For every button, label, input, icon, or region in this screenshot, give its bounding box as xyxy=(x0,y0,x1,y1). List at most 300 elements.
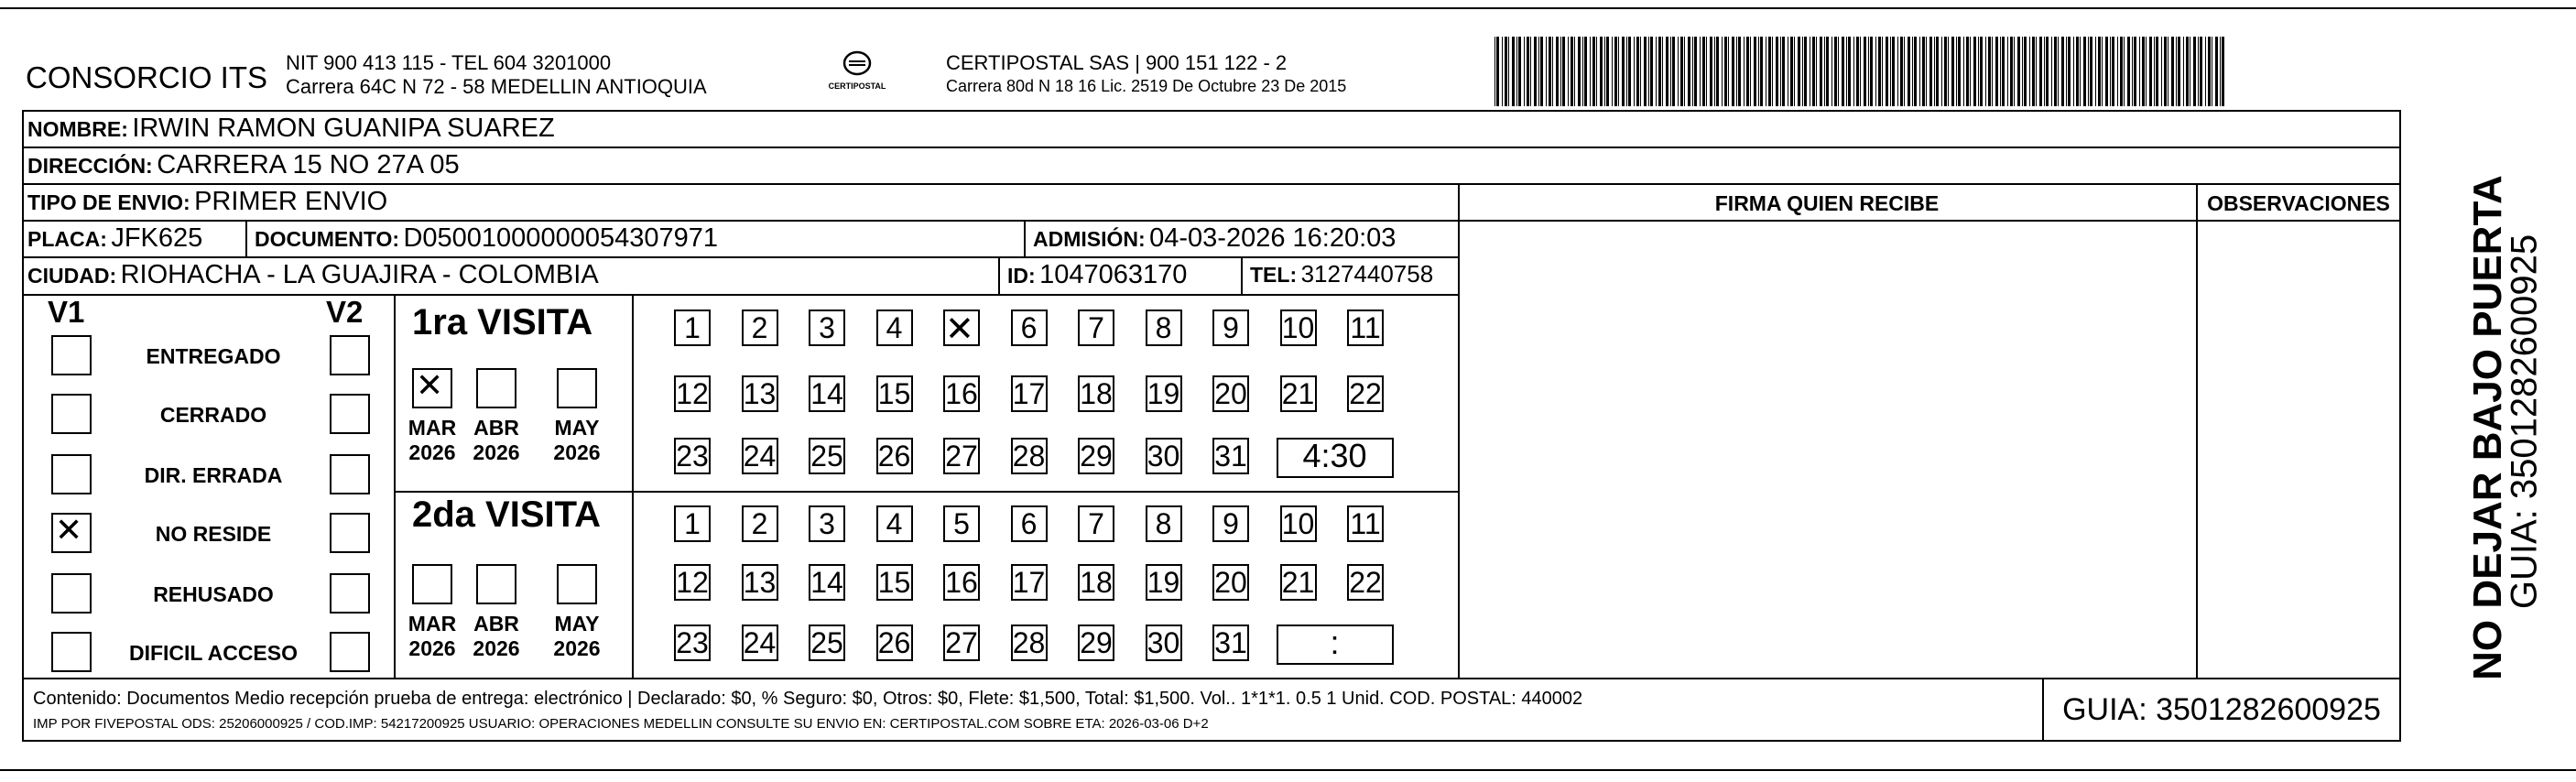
plate-divider xyxy=(245,220,247,256)
barcode-bar xyxy=(1648,37,1649,106)
barcode-bar xyxy=(2222,37,2224,106)
barcode-bar xyxy=(1582,37,1583,106)
visit1-day-box[interactable]: 26 xyxy=(876,438,913,474)
barcode-bar xyxy=(2029,37,2030,106)
visit1-time-box[interactable]: 4:30 xyxy=(1277,438,1394,478)
barcode-bar xyxy=(2000,37,2001,106)
barcode-bar xyxy=(2061,37,2064,106)
visit1-day-box[interactable]: 8 xyxy=(1146,310,1182,346)
barcode-bar xyxy=(1728,37,1729,106)
visit2-day-box[interactable]: 18 xyxy=(1078,564,1114,601)
visit1-day-box[interactable]: 2 xyxy=(742,310,778,346)
barcode-bar xyxy=(2058,37,2059,106)
observations-area[interactable] xyxy=(2199,222,2398,676)
barcode-bar xyxy=(1516,37,1517,106)
barcode-bar xyxy=(1919,37,1920,106)
barcode-bar xyxy=(1530,37,1531,106)
visit1-title: 1ra VISITA xyxy=(412,302,593,342)
visit1-day-box[interactable]: 6 xyxy=(1011,310,1048,346)
barcode-bar xyxy=(1502,37,1503,106)
v2-checkbox[interactable] xyxy=(330,513,370,553)
status-option-label: CERRADO xyxy=(159,403,267,427)
visit2-day-box[interactable]: 23 xyxy=(674,625,711,661)
barcode-bar xyxy=(1710,37,1712,106)
side-notice: NO DEJAR BAJO PUERTA xyxy=(2465,175,2510,680)
document-label: DOCUMENTO: xyxy=(255,227,400,251)
visit2-day-box[interactable]: 29 xyxy=(1078,625,1114,661)
address-label: DIRECCIÓN: xyxy=(27,154,153,178)
barcode-bar xyxy=(1571,37,1573,106)
barcode-bar xyxy=(1680,37,1683,106)
barcode-bar xyxy=(2161,37,2162,106)
barcode-bar xyxy=(1656,37,1657,106)
barcode-bar xyxy=(1798,37,1800,106)
visit2-day-box[interactable]: 27 xyxy=(943,625,980,661)
barcode-bar xyxy=(2076,37,2079,106)
row-line-1 xyxy=(22,147,2401,148)
visit2-day-box[interactable]: 31 xyxy=(1212,625,1249,661)
barcode-bar xyxy=(1776,37,1778,106)
visit1-day-box[interactable]: 25 xyxy=(809,438,845,474)
v1-label: V1 xyxy=(48,295,85,329)
visit2-day-box[interactable]: 25 xyxy=(809,625,845,661)
visit1-day-box[interactable]: 13 xyxy=(742,375,778,412)
barcode-bar xyxy=(1636,37,1639,106)
visit1-day-box[interactable]: 21 xyxy=(1280,375,1317,412)
visit2-day-box[interactable]: 30 xyxy=(1146,625,1182,661)
barcode-bar xyxy=(2036,37,2037,106)
visit1-day-box[interactable]: 28 xyxy=(1011,438,1048,474)
side-panel xyxy=(2410,110,2566,742)
barcode-bar xyxy=(2068,37,2071,106)
barcode-bar xyxy=(2164,37,2167,106)
barcode-bar xyxy=(2156,37,2158,106)
row-line-2 xyxy=(22,183,2401,185)
v1-checkbox[interactable] xyxy=(51,335,92,375)
barcode-bar xyxy=(1794,37,1795,106)
visit2-day-box[interactable]: 12 xyxy=(674,564,711,601)
barcode-bar xyxy=(1856,37,1859,106)
status-option-label: NO RESIDE xyxy=(155,522,272,546)
barcode-bar xyxy=(1518,37,1521,106)
visit2-time-box[interactable]: : xyxy=(1277,625,1394,665)
barcode-bar xyxy=(1941,37,1942,106)
barcode-bar xyxy=(1618,37,1619,106)
barcode-bar xyxy=(2044,37,2045,106)
visit1-day-box[interactable]: 14 xyxy=(809,375,845,412)
check-mark-icon: ✕ xyxy=(945,309,974,349)
barcode-bar xyxy=(2083,37,2086,106)
visit1-day-box[interactable]: 18 xyxy=(1078,375,1114,412)
barcode-bar xyxy=(2007,37,2008,106)
barcode-bar xyxy=(1527,37,1529,106)
barcode-bar xyxy=(1926,37,1927,106)
barcode-bar xyxy=(1640,37,1641,106)
plate-cell xyxy=(27,223,202,254)
carrier-address: Carrera 80d N 18 16 Lic. 2519 De Octubre 23 De 2015 xyxy=(946,77,1347,95)
barcode-bar xyxy=(1966,37,1969,106)
visit1-month-label xyxy=(545,416,609,465)
barcode-bar xyxy=(1868,37,1869,106)
visit2-day-box[interactable]: 1 xyxy=(674,505,711,542)
barcode-bar xyxy=(1995,37,1998,106)
barcode-bar xyxy=(1606,37,1609,106)
id-cell xyxy=(1007,260,1187,290)
name-row xyxy=(27,114,555,144)
barcode-bar xyxy=(2090,37,2092,106)
month-name: MAY xyxy=(554,612,600,635)
barcode-bar xyxy=(2132,37,2133,106)
v1-checkbox[interactable] xyxy=(51,394,92,434)
barcode-bar xyxy=(1754,37,1756,106)
visit2-title: 2da VISITA xyxy=(412,494,601,535)
certipostal-logo-icon xyxy=(842,49,873,77)
barcode-bar xyxy=(1824,37,1825,106)
status-option-label: ENTREGADO xyxy=(146,344,281,368)
month-name: MAR xyxy=(408,612,457,635)
visit1-day-box[interactable]: 16 xyxy=(943,375,980,412)
barcode-bar xyxy=(1768,37,1771,106)
barcode-bar xyxy=(1934,37,1935,106)
barcode-bar xyxy=(1970,37,1971,106)
barcode-bar xyxy=(2080,37,2081,106)
plate-value: JFK625 xyxy=(111,223,203,253)
signature-area[interactable] xyxy=(1461,222,2193,676)
barcode-bar xyxy=(2010,37,2013,106)
visit2-day-box[interactable]: 26 xyxy=(876,625,913,661)
visit2-day-box[interactable]: 14 xyxy=(809,564,845,601)
barcode-bar xyxy=(1662,37,1663,106)
barcode-bar xyxy=(1758,37,1759,106)
barcode-bar xyxy=(1826,37,1829,106)
barcode-bar xyxy=(1672,37,1675,106)
v2-checkbox[interactable] xyxy=(330,632,370,672)
barcode-bar xyxy=(1574,37,1575,106)
barcode-bar xyxy=(2205,37,2206,106)
barcode-bar xyxy=(2054,37,2057,106)
visit2-month-checkbox[interactable] xyxy=(557,564,597,604)
month-year: 2026 xyxy=(473,440,520,464)
barcode-bar xyxy=(1724,37,1727,106)
address-value: CARRERA 15 NO 27A 05 xyxy=(157,150,460,179)
barcode-bar xyxy=(1780,37,1781,106)
visit1-day-box[interactable]: 15 xyxy=(876,375,913,412)
barcode-bar xyxy=(1614,37,1617,106)
visit1-day-box[interactable]: 9 xyxy=(1212,310,1249,346)
visit1-month-checkbox[interactable] xyxy=(476,368,516,408)
visit1-day-box[interactable]: 7 xyxy=(1078,310,1114,346)
visit2-day-box[interactable]: 13 xyxy=(742,564,778,601)
barcode-bar xyxy=(1904,37,1905,106)
barcode-bar xyxy=(2066,37,2067,106)
visit2-day-box[interactable]: 3 xyxy=(809,505,845,542)
barcode-bar xyxy=(1746,37,1749,106)
barcode-bar xyxy=(1678,37,1679,106)
visit2-day-box[interactable]: 2 xyxy=(742,505,778,542)
barcode-bar xyxy=(1980,37,1983,106)
visit2-day-box[interactable]: 4 xyxy=(876,505,913,542)
barcode-bar xyxy=(2149,37,2152,106)
barcode-bar xyxy=(1900,37,1903,106)
barcode-bar xyxy=(1978,37,1979,106)
side-guia: GUIA: 3501282600925 xyxy=(2504,234,2545,610)
visit1-day-box[interactable]: 17 xyxy=(1011,375,1048,412)
barcode-bar xyxy=(1988,37,1991,106)
barcode-bar xyxy=(2146,37,2147,106)
barcode-bar xyxy=(1802,37,1803,106)
month-year: 2026 xyxy=(473,636,520,660)
visit1-day-box[interactable]: 1 xyxy=(674,310,711,346)
barcode-bar xyxy=(2171,37,2174,106)
barcode-bar xyxy=(2024,37,2027,106)
visit2-day-box[interactable]: 17 xyxy=(1011,564,1048,601)
company-address: Carrera 64C N 72 - 58 MEDELLIN ANTIOQUIA xyxy=(286,75,707,98)
v2-checkbox[interactable] xyxy=(330,394,370,434)
visit2-day-box[interactable]: 8 xyxy=(1146,505,1182,542)
visit2-month-label xyxy=(464,612,528,661)
barcode-bar xyxy=(1562,37,1565,106)
city-label: CIUDAD: xyxy=(27,264,117,288)
visit1-day-box[interactable]: 3 xyxy=(809,310,845,346)
barcode-bar xyxy=(1853,37,1854,106)
barcode-bar xyxy=(1556,37,1559,106)
id-label: ID: xyxy=(1007,264,1036,288)
barcode-bar xyxy=(1666,37,1668,106)
id-value: 1047063170 xyxy=(1039,260,1188,289)
month-year: 2026 xyxy=(408,636,456,660)
logo-text: CERTIPOSTAL xyxy=(828,81,886,91)
v2-checkbox[interactable] xyxy=(330,335,370,375)
barcode-bar xyxy=(1722,37,1723,106)
barcode-bar xyxy=(1584,37,1587,106)
barcode-bar xyxy=(1772,37,1773,106)
name-value: IRWIN RAMON GUANIPA SUAREZ xyxy=(132,114,555,143)
visit2-day-box[interactable]: 6 xyxy=(1011,505,1048,542)
type-value: PRIMER ENVIO xyxy=(194,187,388,216)
barcode-bar xyxy=(1816,37,1817,106)
barcode-bar xyxy=(1897,37,1898,106)
status-option-label: DIR. ERRADA xyxy=(144,463,283,487)
barcode-bar xyxy=(1804,37,1807,106)
barcode-bar xyxy=(2046,37,2049,106)
barcode-bar xyxy=(2176,37,2177,106)
barcode-bar xyxy=(2022,37,2023,106)
barcode-bar xyxy=(1568,37,1569,106)
barcode-bar xyxy=(1963,37,1964,106)
barcode-bar xyxy=(1958,37,1961,106)
visit1-day-box[interactable]: 20 xyxy=(1212,375,1249,412)
observations-divider xyxy=(2196,183,2198,678)
company-name: CONSORCIO ITS xyxy=(26,60,268,94)
visit2-day-box[interactable]: 5 xyxy=(943,505,980,542)
address-row xyxy=(27,150,460,180)
visit1-month-checkbox[interactable] xyxy=(557,368,597,408)
barcode-bar xyxy=(1732,37,1734,106)
footer-line xyxy=(22,678,2401,679)
visit2-month-label xyxy=(545,612,609,661)
visit2-day-box[interactable]: 28 xyxy=(1011,625,1048,661)
barcode-bar xyxy=(2220,37,2221,106)
barcode-bar xyxy=(1694,37,1697,106)
visit1-day-box[interactable]: 31 xyxy=(1212,438,1249,474)
barcode-bar xyxy=(1870,37,1873,106)
barcode-bar xyxy=(1714,37,1715,106)
barcode-bar xyxy=(1600,37,1603,106)
visit1-day-box[interactable]: 23 xyxy=(674,438,711,474)
barcode-bar xyxy=(1552,37,1553,106)
top-border xyxy=(0,7,2576,9)
barcode-bar xyxy=(1540,37,1543,106)
barcode-bar xyxy=(2051,37,2052,106)
visit1-day-box[interactable]: 10 xyxy=(1280,310,1317,346)
barcode-bar xyxy=(2200,37,2202,106)
barcode-bar xyxy=(2193,37,2196,106)
barcode-bar xyxy=(1892,37,1895,106)
visit1-day-box[interactable]: 29 xyxy=(1078,438,1114,474)
row-line-5 xyxy=(22,294,1458,296)
visit1-day-box[interactable]: 24 xyxy=(742,438,778,474)
barcode-bar xyxy=(1508,37,1509,106)
barcode-bar xyxy=(2120,37,2123,106)
admission-cell xyxy=(1033,223,1396,254)
month-year: 2026 xyxy=(553,440,601,464)
barcode-bar xyxy=(1700,37,1701,106)
barcode-bar xyxy=(2127,37,2130,106)
month-year: 2026 xyxy=(408,440,456,464)
observations-label: OBSERVACIONES xyxy=(2207,191,2390,215)
barcode-bar xyxy=(1848,37,1851,106)
barcode-bar xyxy=(1750,37,1751,106)
barcode-bar xyxy=(1914,37,1917,106)
barcode-bar xyxy=(2032,37,2035,106)
city-value: RIOHACHA - LA GUAJIRA - COLOMBIA xyxy=(120,260,599,289)
barcode-bar xyxy=(1929,37,1932,106)
visit2-month-label xyxy=(400,612,464,661)
barcode-bar xyxy=(1706,37,1707,106)
visit2-day-box[interactable]: 24 xyxy=(742,625,778,661)
status-option-label: DIFICIL ACCESO xyxy=(128,641,298,665)
barcode-bar xyxy=(1864,37,1866,106)
carrier-name: CERTIPOSTAL SAS | 900 151 122 - 2 xyxy=(946,51,1288,74)
signature-divider xyxy=(1458,183,1460,678)
barcode-bar xyxy=(1834,37,1837,106)
barcode-bar xyxy=(1820,37,1822,106)
status-divider xyxy=(394,294,396,678)
barcode-bar xyxy=(2178,37,2180,106)
barcode-bar xyxy=(1634,37,1635,106)
barcode-bar xyxy=(1658,37,1661,106)
nit-line: NIT 900 413 115 - TEL 604 3201000 xyxy=(286,51,612,74)
v1-checkbox[interactable] xyxy=(51,632,92,672)
check-mark-icon: ✕ xyxy=(416,367,444,405)
v1-checkbox[interactable] xyxy=(51,573,92,614)
barcode-bar xyxy=(1948,37,1949,106)
v1-checkbox[interactable] xyxy=(51,454,92,494)
barcode-bar xyxy=(1790,37,1793,106)
barcode-bar xyxy=(1878,37,1881,106)
type-label: TIPO DE ENVIO: xyxy=(27,190,190,214)
barcode-bar xyxy=(1590,37,1591,106)
barcode-bar xyxy=(2014,37,2015,106)
tel-cell xyxy=(1250,260,1433,288)
visit1-day-box[interactable]: 19 xyxy=(1146,375,1182,412)
barcode-bar xyxy=(2073,37,2074,106)
barcode-bar xyxy=(2017,37,2020,106)
barcode-bar xyxy=(1744,37,1745,106)
barcode-bar xyxy=(2105,37,2108,106)
v2-checkbox[interactable] xyxy=(330,454,370,494)
document-cell xyxy=(255,223,718,254)
barcode-bar xyxy=(1738,37,1741,106)
barcode-bar xyxy=(2186,37,2189,106)
barcode-bar xyxy=(2139,37,2140,106)
visit2-month-checkbox[interactable] xyxy=(476,564,516,604)
visit2-month-checkbox[interactable] xyxy=(412,564,452,604)
visit2-day-box[interactable]: 21 xyxy=(1280,564,1317,601)
visit2-day-box[interactable]: 16 xyxy=(943,564,980,601)
visit1-day-box[interactable]: 22 xyxy=(1347,375,1384,412)
barcode-bar xyxy=(1688,37,1690,106)
barcode-bar xyxy=(1534,37,1537,106)
barcode-bar xyxy=(1875,37,1876,106)
barcode-bar xyxy=(1944,37,1947,106)
barcode-bar xyxy=(1992,37,1993,106)
visit1-day-box[interactable]: 27 xyxy=(943,438,980,474)
visit1-day-box[interactable]: 30 xyxy=(1146,438,1182,474)
visit2-day-box[interactable]: 19 xyxy=(1146,564,1182,601)
barcode-bar xyxy=(1908,37,1910,106)
visit2-day-box[interactable]: 10 xyxy=(1280,505,1317,542)
v2-checkbox[interactable] xyxy=(330,573,370,614)
barcode-bar xyxy=(1628,37,1631,106)
visit2-day-box[interactable]: 9 xyxy=(1212,505,1249,542)
barcode-bar xyxy=(2124,37,2125,106)
barcode-bar xyxy=(2095,37,2096,106)
signature-label: FIRMA QUIEN RECIBE xyxy=(1714,191,1940,215)
visit2-day-box[interactable]: 15 xyxy=(876,564,913,601)
tel-divider xyxy=(1241,256,1243,294)
barcode-bar xyxy=(1912,37,1913,106)
barcode-bar xyxy=(2112,37,2114,106)
footer-imp-line: IMP POR FIVEPOSTAL ODS: 25206000925 / COD.IMP: 54217200925 USUARIO: OPERACIONES MEDELLIN CONSULTE SU ENVIO EN: CERTIPOSTAL.COM SOBRE ETA: 2026-03-06 D+2 xyxy=(33,716,1209,732)
barcode-bar xyxy=(1670,37,1671,106)
barcode-bar xyxy=(2002,37,2005,106)
barcode-bar xyxy=(1985,37,1986,106)
visit1-day-box[interactable]: 12 xyxy=(674,375,711,412)
barcode-bar xyxy=(1549,37,1551,106)
visit1-day-box[interactable]: 11 xyxy=(1347,310,1384,346)
month-name: MAY xyxy=(554,416,600,440)
visit1-day-box[interactable]: 4 xyxy=(876,310,913,346)
barcode-bar xyxy=(1650,37,1653,106)
barcode-bar xyxy=(1546,37,1547,106)
barcode-bar xyxy=(1644,37,1647,106)
barcode-bar xyxy=(1702,37,1705,106)
visit2-day-box[interactable]: 22 xyxy=(1347,564,1384,601)
footer-contents: Contenido: Documentos Medio recepción prueba de entrega: electrónico | Declarado: $0, % Seguro: $0, Otros: $0, Flete: $1,500, Total: $1,500. Vol.. 1*1*1. 0.5 1 Unid. COD. POSTAL: 440002 xyxy=(33,689,1583,709)
visit2-day-box[interactable]: 7 xyxy=(1078,505,1114,542)
barcode-bar xyxy=(1626,37,1627,106)
barcode-bar xyxy=(1922,37,1925,106)
barcode-bar xyxy=(1716,37,1719,106)
barcode-bar xyxy=(1496,37,1499,106)
visit2-day-box[interactable]: 20 xyxy=(1212,564,1249,601)
visit2-day-box[interactable]: 11 xyxy=(1347,505,1384,542)
months-divider xyxy=(632,294,634,678)
barcode-bar xyxy=(2098,37,2101,106)
row-line-6 xyxy=(394,491,1458,493)
barcode-bar xyxy=(1886,37,1888,106)
